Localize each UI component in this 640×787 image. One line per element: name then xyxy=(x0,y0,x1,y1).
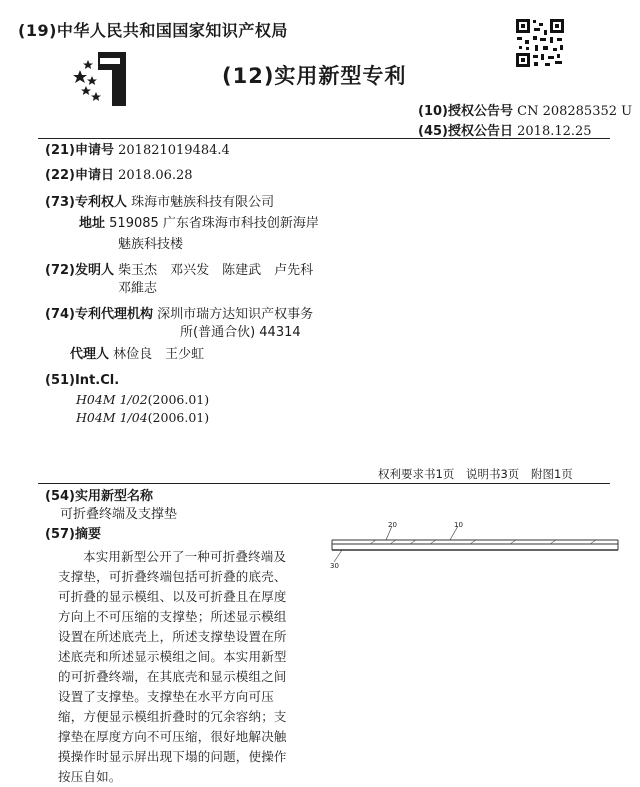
patent-agency-line-2: 所(普通合伙) 44314 xyxy=(180,325,301,340)
figure-label: 10 xyxy=(454,521,463,529)
inventors-label: (72)发明人 xyxy=(45,263,114,278)
application-number-label: (21)申请号 xyxy=(45,143,114,158)
qr-code-icon xyxy=(515,18,565,68)
intcl-code: H04M 1/02 xyxy=(76,392,148,407)
patentee xyxy=(45,194,274,212)
utility-model-title: 可折叠终端及支撑垫 xyxy=(60,507,178,522)
intcl-year: (2006.01) xyxy=(147,392,210,407)
intcl-entry xyxy=(76,410,209,425)
address xyxy=(79,215,319,233)
publication-date-label: (45)授权公告日 xyxy=(418,124,513,139)
intcl-label: (51)Int.Cl. xyxy=(45,373,120,388)
intcl-entry xyxy=(76,392,209,407)
title-label: (54)实用新型名称 xyxy=(45,489,153,504)
publication-number xyxy=(418,100,632,119)
abstract-text: 本实用新型公开了一种可折叠终端及支撑垫，可折叠终端包括可折叠的底壳、可折叠的显示模组、以及可折叠且在厚度方向上不可压缩的支撑垫；所述显示模组设置在所述底壳上，所述支撑垫设置在所述底壳和所述显示模组之间。本实用新型的可折叠终端，在其底壳和显示模组之间设置了支撑垫。支撑垫在水平方向可压缩，方便显示模组折叠时的冗余容纳；支撑垫在厚度方向不可压缩，很好地解决触摸操作时显示屏出现下塌的问题，使操作按压自如。 xyxy=(58,549,287,784)
office-name: (19)中华人民共和国国家知识产权局 xyxy=(18,21,288,40)
patentee-value: 珠海市魅族科技有限公司 xyxy=(131,195,275,210)
publication-date-value: 2018.12.25 xyxy=(517,124,592,139)
publication-number-value: CN 208285352 U xyxy=(517,104,633,119)
drawings-pages: 附图1页 xyxy=(530,467,573,481)
abstract-label: (57)摘要 xyxy=(45,527,101,542)
abstract-figure xyxy=(330,520,620,570)
application-date-value: 2018.06.28 xyxy=(118,168,193,183)
inventors-line-2: 邓維志 xyxy=(118,281,158,296)
patent-agency xyxy=(45,306,313,324)
page-counts xyxy=(378,466,581,482)
patent-agency-label: (74)专利代理机构 xyxy=(45,307,153,322)
application-number-value: 201821019484.4 xyxy=(118,143,230,158)
description-pages: 说明书3页 xyxy=(465,467,520,481)
application-date xyxy=(45,167,193,185)
application-date-label: (22)申请日 xyxy=(45,168,114,183)
agents xyxy=(70,346,204,364)
address-line-2: 魅族科技楼 xyxy=(118,237,184,252)
figure-label: 20 xyxy=(388,521,397,529)
patent-agency-line-1: 深圳市瑞方达知识产权事务 xyxy=(157,307,314,322)
inventors-line-1: 柴玉杰 邓兴发 陈建武 卢先科 xyxy=(118,263,314,278)
address-line-1: 519085 广东省珠海市科技创新海岸 xyxy=(109,216,319,231)
patentee-label: (73)专利权人 xyxy=(45,195,127,210)
intcl-code: H04M 1/04 xyxy=(76,410,148,425)
inventors xyxy=(45,262,313,280)
address-label: 地址 xyxy=(79,216,106,231)
publication-date xyxy=(418,120,592,139)
figure-label: 30 xyxy=(330,562,339,570)
header-divider xyxy=(38,138,610,139)
document-type: (12)实用新型专利 xyxy=(222,64,407,88)
publication-number-label: (10)授权公告号 xyxy=(418,104,513,119)
cnipa-logo-icon xyxy=(72,48,134,110)
agents-value: 林俭良 王少虹 xyxy=(113,347,205,362)
biblio-divider xyxy=(38,483,610,484)
intcl-year: (2006.01) xyxy=(147,410,210,425)
application-number xyxy=(45,142,230,160)
claims-pages: 权利要求书1页 xyxy=(378,467,455,481)
agents-label: 代理人 xyxy=(70,347,110,362)
